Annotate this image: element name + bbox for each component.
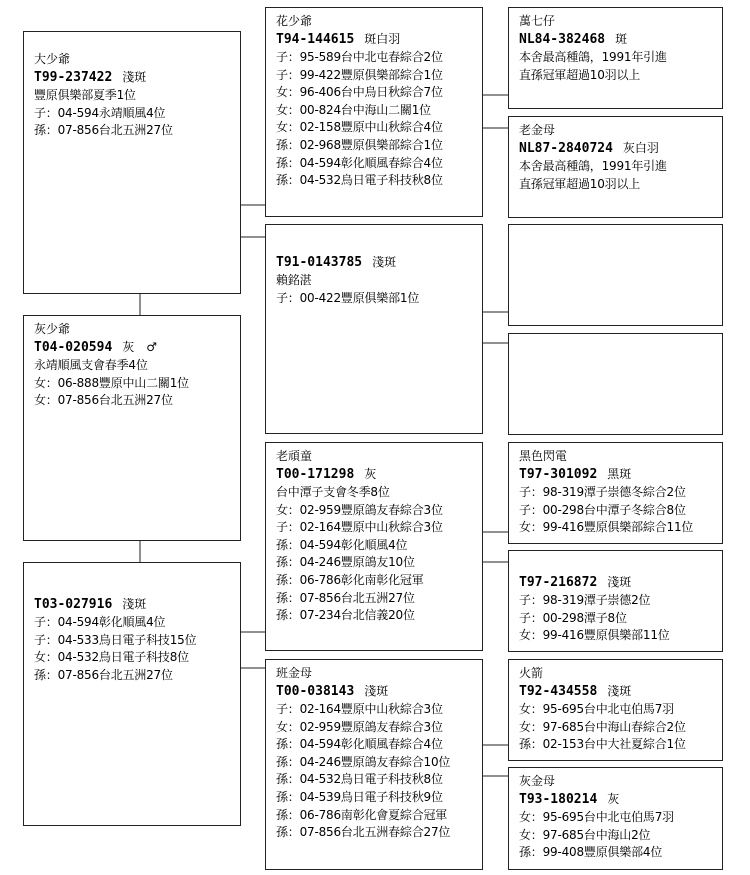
race-record-line: 孫：07-856台北五洲春綜合27位 [276, 825, 451, 840]
feather-color: 淺斑 [372, 255, 397, 269]
race-record-line: 子：95-589台中北屯春綜合2位 [276, 50, 443, 64]
ring-number: T97-216872 [519, 575, 598, 590]
pedigree-box-g3-g [508, 659, 723, 761]
bird-name: 花少爺 [276, 14, 313, 28]
ring-number-row [519, 573, 722, 592]
race-record-line: 孫：06-786彰化南彰化冠軍 [276, 572, 424, 587]
feather-color: 淺斑 [122, 70, 147, 84]
race-record-line: 孫：02-968豐原俱樂部綜合1位 [276, 137, 443, 152]
pedigree-box-g3-b [508, 116, 723, 218]
race-record-line: 孫：04-594彰化順風春綜合4位 [276, 737, 443, 752]
ring-number: T00-171298 [276, 467, 355, 482]
race-record-line: 直孫冠軍超過10羽以上 [519, 67, 641, 82]
race-record-line: 子：99-422豐原俱樂部綜合1位 [276, 67, 443, 82]
ring-number: T92-434558 [519, 684, 598, 699]
race-record-line: 孫：04-246豐原鴿友10位 [276, 555, 415, 570]
race-record-line: 孫：04-246豐原鴿友春綜合10位 [276, 754, 451, 769]
race-record-line: 女：96-406台中烏日秋綜合7位 [276, 85, 443, 100]
ring-number-row [276, 465, 482, 484]
pedigree-box-g2-c [265, 442, 483, 651]
race-record-line: 孫：02-153台中大社夏綜合1位 [519, 737, 686, 752]
race-record-line: 女：04-532烏日電子科技8位 [34, 650, 189, 665]
race-record-line: 女：99-416豐原俱樂部綜合11位 [519, 520, 694, 535]
feather-color: 淺斑 [607, 575, 632, 589]
race-record-line: 女：95-695台中北屯伯馬7羽 [519, 810, 674, 824]
race-record-line: 永靖順風支會春季4位 [34, 358, 148, 372]
feather-color: 黑斑 [607, 467, 632, 481]
race-record-line: 子：04-533烏日電子科技15位 [34, 632, 197, 647]
bird-name: 老金母 [519, 123, 556, 137]
race-record-line: 孫：07-234台北信義20位 [276, 608, 415, 623]
pedigree-box-g3-d [508, 333, 723, 435]
race-record-line: 女：97-685台中海山2位 [519, 827, 651, 842]
race-record-line: 孫：99-408豐原俱樂部4位 [519, 845, 663, 860]
pedigree-box-g2-a [265, 7, 483, 217]
pedigree-box-g1-third [23, 562, 241, 826]
ring-number: NL84-382468 [519, 32, 606, 47]
ring-number-row [519, 790, 722, 809]
race-record-line: 孫：07-856台北五洲27位 [34, 123, 173, 138]
ring-number: T03-027916 [34, 597, 113, 612]
race-record-line: 子：02-164豐原中山秋綜合3位 [276, 520, 443, 535]
race-record-line: 直孫冠軍超過10羽以上 [519, 176, 641, 191]
race-record-line: 孫：04-594彰化順風4位 [276, 537, 408, 552]
race-record-line: 子：98-319潭子崇德2位 [519, 593, 651, 607]
ring-number-row [519, 682, 722, 701]
feather-color: 淺斑 [122, 597, 147, 611]
feather-color: 灰 [607, 792, 620, 806]
race-record-line: 台中潭子支會冬季8位 [276, 485, 390, 499]
ring-number: T99-237422 [34, 70, 113, 85]
pedigree-box-g3-a [508, 7, 723, 109]
race-record-line: 子：00-298台中潭子冬綜合8位 [519, 502, 686, 517]
feather-color: 灰 ♂ [122, 340, 158, 354]
race-record-line: 女：02-158豐原中山秋綜合4位 [276, 120, 443, 135]
race-record-line: 女：95-695台中北屯伯馬7羽 [519, 702, 674, 716]
race-record-line: 子：00-298潭子8位 [519, 610, 627, 625]
pedigree-box-g3-e [508, 442, 723, 544]
race-record-line: 孫：06-786南彰化會夏綜合冠軍 [276, 807, 448, 822]
race-record-line: 孫：04-594彰化順風春綜合4位 [276, 155, 443, 170]
ring-number-row [34, 595, 240, 614]
race-record-line: 孫：07-856台北五洲27位 [276, 590, 415, 605]
race-record-line: 孫：04-532烏日電子科技秋8位 [276, 173, 443, 188]
ring-number-row [519, 465, 722, 484]
race-record-line: 子：04-594永靖順風4位 [34, 105, 166, 120]
bird-name: 大少爺 [34, 52, 71, 66]
bird-name: 灰少爺 [34, 322, 71, 336]
race-record-line: 子：02-164豐原中山秋綜合3位 [276, 702, 443, 716]
ring-number: T00-038143 [276, 684, 355, 699]
race-record-line: 孫：07-856台北五洲27位 [34, 667, 173, 682]
pedigree-box-g3-h [508, 767, 723, 870]
pedigree-box-g1-dam [23, 315, 241, 541]
race-record-line: 賴銘湛 [276, 273, 312, 287]
race-record-line: 孫：04-539烏日電子科技秋9位 [276, 789, 443, 804]
feather-color: 淺斑 [364, 684, 389, 698]
ring-number-row [276, 682, 482, 701]
pedigree-box-g3-f [508, 550, 723, 652]
race-record-line: 子：04-594彰化順風4位 [34, 615, 166, 629]
bird-name: 老頑童 [276, 449, 313, 463]
race-record-line: 女：07-856台北五洲27位 [34, 393, 173, 408]
ring-number: NL87-2840724 [519, 141, 613, 156]
race-record-line: 本舍最高種鴿，1991年引進 [519, 159, 667, 173]
race-record-line: 女：06-888豐原中山二關1位 [34, 375, 189, 390]
race-record-line: 女：00-824台中海山二關1位 [276, 102, 431, 117]
ring-number: T91-0143785 [276, 255, 363, 270]
feather-color: 淺斑 [607, 684, 632, 698]
bird-name: 黑色閃電 [519, 449, 568, 463]
race-record-line: 本舍最高種鴿，1991年引進 [519, 50, 667, 64]
bird-name: 灰金母 [519, 774, 556, 788]
ring-number-row [34, 338, 240, 357]
bird-name: 火箭 [519, 666, 544, 680]
race-record-line: 女：99-416豐原俱樂部11位 [519, 628, 670, 643]
race-record-line: 子：98-319潭子崇德冬綜合2位 [519, 485, 686, 499]
bird-name: 班金母 [276, 666, 313, 680]
feather-color: 灰白羽 [622, 141, 659, 155]
ring-number: T93-180214 [519, 792, 598, 807]
race-record-line: 女：02-959豐原鴿友春綜合3位 [276, 502, 443, 517]
ring-number: T94-144615 [276, 32, 355, 47]
race-record-line: 子：00-422豐原俱樂部1位 [276, 290, 420, 305]
ring-number-row [276, 30, 482, 49]
ring-number-row [34, 68, 240, 87]
feather-color: 斑白羽 [364, 32, 401, 46]
ring-number-row [519, 139, 722, 158]
pedigree-box-g2-b [265, 224, 483, 434]
race-record-line: 豐原俱樂部夏季1位 [34, 88, 136, 102]
ring-number: T04-020594 [34, 340, 113, 355]
pedigree-box-g2-d [265, 659, 483, 870]
ring-number-row [276, 253, 482, 272]
ring-number-row [519, 30, 722, 49]
pedigree-box-g1-sire [23, 31, 241, 294]
race-record-line: 女：97-685台中海山春綜合2位 [519, 719, 686, 734]
pedigree-box-g3-c [508, 224, 723, 326]
bird-name: 萬七仔 [519, 14, 556, 28]
feather-color: 斑 [615, 32, 628, 46]
feather-color: 灰 [364, 467, 377, 481]
race-record-line: 女：02-959豐原鴿友春綜合3位 [276, 719, 443, 734]
ring-number: T97-301092 [519, 467, 598, 482]
race-record-line: 孫：04-532烏日電子科技秋8位 [276, 772, 443, 787]
